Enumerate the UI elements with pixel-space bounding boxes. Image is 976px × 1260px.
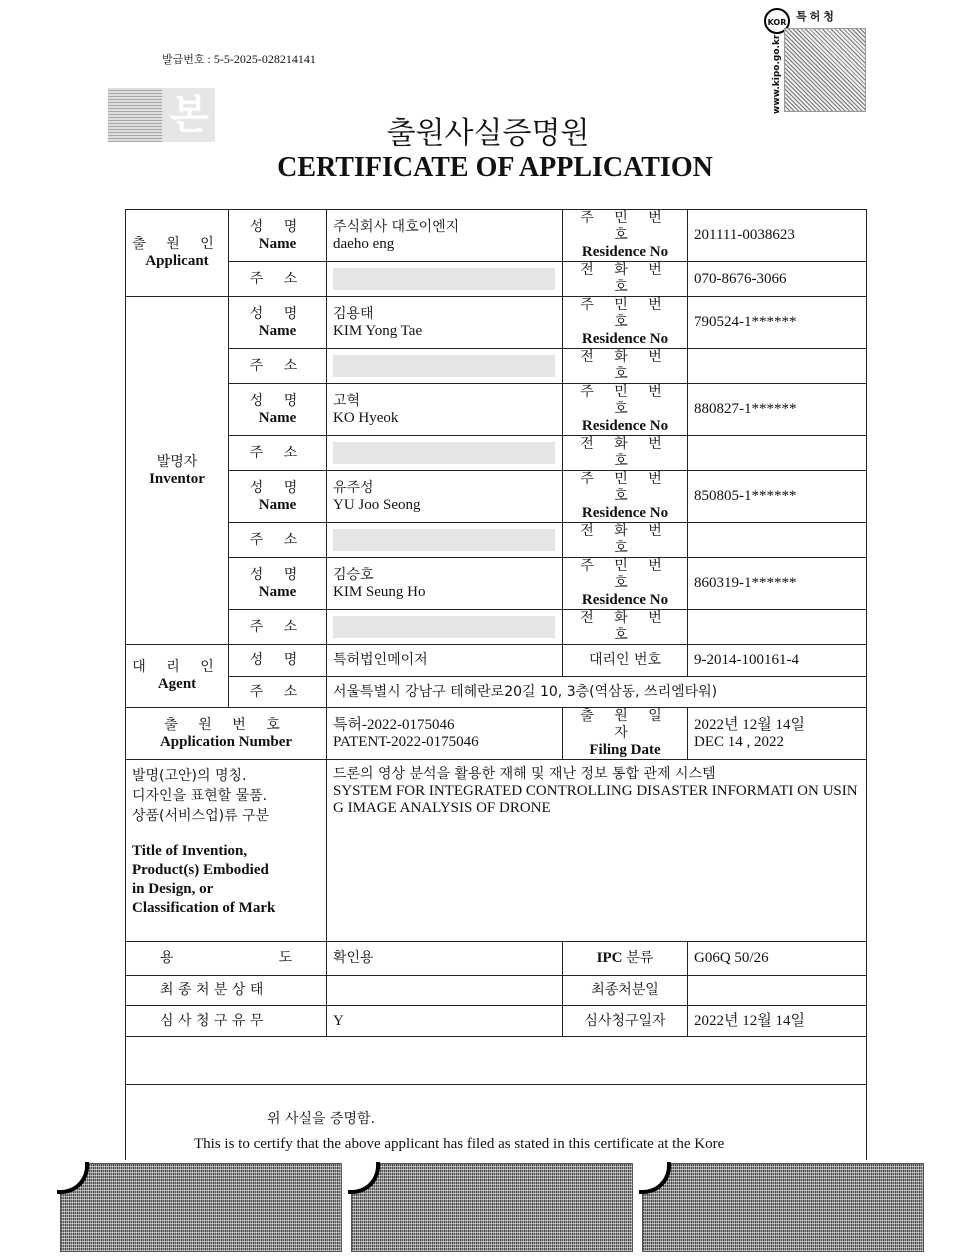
application-number: 특허-2022-0175046 PATENT-2022-0175046: [327, 708, 563, 760]
inventor-residence-no: 850805-1******: [688, 471, 867, 523]
applicant-address-redacted: [327, 262, 563, 297]
final-date-label: 최종처분일: [563, 976, 688, 1006]
security-code: [784, 28, 866, 112]
exam-date-label: 심사청구일자: [563, 1006, 688, 1037]
kor-emblem-icon: KOR: [764, 8, 790, 34]
final-status-label: 최 종 처 분 상 태: [126, 976, 327, 1006]
applicant-phone: 070-8676-3066: [688, 262, 867, 297]
filing-date: 2022년 12월 14일 DEC 14 , 2022: [688, 708, 867, 760]
invention-title: 드론의 영상 분석을 활용한 재해 및 재난 정보 통합 관제 시스템 SYSTEM FOR INTEGRATED CONTROLLING DISASTER INFORMATI ON USING IMAGE ANALYSIS OF DRONE: [327, 760, 867, 942]
applicant-row: [126, 210, 867, 262]
security-barcode-3: [642, 1163, 924, 1252]
ipc-label: IPC 분류: [563, 942, 688, 976]
agency-name: 특허청: [796, 10, 837, 23]
application-number-label: 출 원 번 호 Application Number: [126, 708, 327, 760]
agent-label: 대 리 인 Agent: [126, 645, 229, 708]
blank-row: [126, 1037, 867, 1085]
inventor-label: 발명자 Inventor: [126, 297, 229, 645]
exam-date-value: 2022년 12월 14일: [688, 1006, 867, 1037]
inventor-address-redacted: [327, 610, 563, 645]
inventor-row: 성 명 Name 유주성 YU Joo Seong 주 민 번 호 Residence No 850805-1******: [126, 471, 867, 523]
inventor-address-redacted: [327, 349, 563, 384]
residence-no-label: 주 민 번 호 Residence No: [563, 210, 688, 262]
agent-name: 특허법인메이저: [327, 645, 563, 677]
inventor-name: 김용태 KIM Yong Tae: [327, 297, 563, 349]
application-row: [126, 708, 867, 760]
final-date-value: [688, 976, 867, 1006]
agent-address: 서울특별시 강남구 테헤란로20길 10, 3층(역삼동, 쓰리엠타워): [327, 677, 867, 708]
filing-date-label: 출 원 일 자 Filing Date: [563, 708, 688, 760]
name-label: 성 명 Name: [229, 210, 327, 262]
security-barcode-2: [351, 1163, 633, 1252]
usage-label: 용 도: [126, 942, 327, 976]
applicant-name: 주식회사 대호이엔지 daeho eng: [327, 210, 563, 262]
inventor-phone: [688, 523, 867, 558]
title-label: 발명(고안)의 명칭. 디자인을 표현할 물품. 상품(서비스업)류 구분 Title of Invention, Product(s) Embodied in Design, or Classification of Mark: [126, 760, 327, 942]
inventor-name: 유주성 YU Joo Seong: [327, 471, 563, 523]
applicant-label: 출 원 인 Applicant: [126, 210, 229, 297]
title-english: CERTIFICATE OF APPLICATION: [277, 152, 713, 183]
certificate-table: 출 원 인 Applicant 성 명 Name 주식회사 대호이엔지 daeho eng 주 민 번 호 Residence No 201111-0038623 주 소 전 화 번 호 070-8676-3066 발명자 Inventor 성 명 Name 김용태 KIM Yong Tae 주 민 번 호 Residence No 790524-1****** 주 소 전 화 번 호 성 명 Name 고혁 KO Hyeok 주 민 번 호 Residence No 880827-1****** 주 소 전 화 번 호 성 명 Name 유주성 YU Joo Seong 주 민 번 호 Residence No 850805-1****** 주 소 전 화 번 호 성 명 Name 김승호 KIM Seung Ho 주 민 번 호 Residence No 860319-1****** 주 소 전 화 번 호 대 리 인 Agent 성 명 특허법인메이저 대리인 번호 9-2014-100161-4 주 소 서울특별시 강남구 테헤란로20길 10, 3층(역삼동, 쓰리엠타워) 출 원 번 호 Application Number 특허-2022-0175046 PATENT-2022-0175046 출 원 일 자 Filing Date 2022년 12월 14일 DEC 14 , 2022 발명(고안)의 명칭. 디자인을 표현할 물품. 상품(서비스업)류 구분 Title of Invention, Product(s) Embodied in Design, or Classification of Mark 드론의 영상 분석을 활용한 재해 및 재난 정보 통합 관제 시스템 SYSTEM FOR INTEGRATED CONTROLLING DISASTER INFORMATI ON USING IMAGE ANALYSIS OF DRONE 용 도 확인용 IPC 분류 G06Q 50/26 최 종 처 분 상 태 최종처분일 심 사 청 구 유 무 Y 심사청구일자 2022년 12월 14일 위 사실을 증명함. This is to certify that the above applicant has filed as stated in this certificate at the Kore: [125, 209, 867, 1160]
phone-label: 전 화 번 호: [563, 262, 688, 297]
exam-request-label: 심 사 청 구 유 무: [126, 1006, 327, 1037]
title-row: [126, 760, 867, 942]
inventor-name: 김승호 KIM Seung Ho: [327, 558, 563, 610]
applicant-residence-no: 201111-0038623: [688, 210, 867, 262]
inventor-phone: [688, 610, 867, 645]
title-korean: 출원사실증명원: [386, 116, 590, 151]
inventor-address-redacted: [327, 436, 563, 471]
agent-row: 대 리 인 Agent 성 명 특허법인메이저 대리인 번호 9-2014-100161-4: [126, 645, 867, 677]
ipc-value: G06Q 50/26: [688, 942, 867, 976]
issue-label: 발급번호: [162, 53, 205, 66]
security-barcode-1: [60, 1163, 342, 1252]
certification-statement: 위 사실을 증명함. This is to certify that the above applicant has filed as stated in this certificate at the Kore: [126, 1085, 867, 1160]
barcode-mark-icon: [348, 1162, 380, 1194]
inventor-name: 고혁 KO Hyeok: [327, 384, 563, 436]
agent-number-label: 대리인 번호: [563, 645, 688, 677]
inventor-residence-no: 790524-1******: [688, 297, 867, 349]
agency-url: www.kipo.go.kr: [772, 34, 782, 114]
address-label: 주 소: [229, 262, 327, 297]
issue-number: [162, 51, 316, 67]
inventor-residence-no: 880827-1******: [688, 384, 867, 436]
inventor-row: 성 명 Name 김승호 KIM Seung Ho 주 민 번 호 Residence No 860319-1******: [126, 558, 867, 610]
inventor-row: 발명자 Inventor 성 명 Name 김용태 KIM Yong Tae 주 민 번 호 Residence No 790524-1******: [126, 297, 867, 349]
copy-mark: 본: [170, 92, 209, 138]
exam-request-value: Y: [327, 1006, 563, 1037]
final-status-value: [327, 976, 563, 1006]
inventor-address-redacted: [327, 523, 563, 558]
agent-number: 9-2014-100161-4: [688, 645, 867, 677]
inventor-phone: [688, 349, 867, 384]
inventor-residence-no: 860319-1******: [688, 558, 867, 610]
issue-value: : 5-5-2025-028214141: [207, 52, 316, 66]
barcode-mark-icon: [639, 1162, 671, 1194]
inventor-phone: [688, 436, 867, 471]
inventor-row: 성 명 Name 고혁 KO Hyeok 주 민 번 호 Residence No 880827-1******: [126, 384, 867, 436]
kipo-seal-logo: [762, 6, 866, 114]
usage-value: 확인용: [327, 942, 563, 976]
barcode-mark-icon: [57, 1162, 89, 1194]
